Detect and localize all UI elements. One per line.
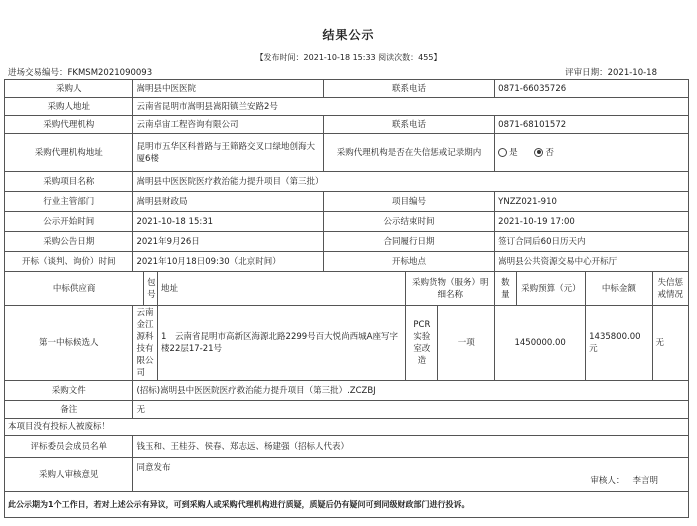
option-yes[interactable] <box>498 148 518 158</box>
agency-phone-label: 联系电话 <box>323 116 494 134</box>
candidate-address <box>158 306 406 381</box>
purchaser-label: 采购人 <box>5 80 133 98</box>
footer-notice: 此公示期为1个工作日，若对上述公示有异议，可到采购人或采购代理机构进行质疑，质疑后仍有疑问可到同级财政部门进行投诉。 <box>5 492 689 518</box>
row-footer <box>5 492 689 518</box>
files-label: 采购文件 <box>5 381 133 401</box>
end-time-value: 2021-10-19 17:00 <box>495 212 689 232</box>
row-committee <box>5 436 689 458</box>
agency-label: 采购代理机构 <box>5 116 133 134</box>
project-value: 嵩明县中医医院医疗救治能力提升项目（第三批） <box>133 172 689 192</box>
blacklist-question: 采购代理机构是否在失信惩戒记录期内 <box>323 134 494 172</box>
bid-open-location-value: 嵩明县公共资源交易中心开标厅 <box>495 252 689 272</box>
candidate-discredit: 无 <box>652 306 689 381</box>
option-no-label: 否 <box>545 147 554 158</box>
start-time-value: 2021-10-18 15:31 <box>133 212 324 232</box>
table-row <box>5 306 689 381</box>
row-purchaser <box>5 80 689 98</box>
candidate-address-text: 云南省昆明市高新区海源北路2299号百大悦尚西城A座写字楼22层17-21号 <box>161 332 398 354</box>
review-opinion: 同意发布 <box>136 463 171 473</box>
announce-date-label: 采购公告日期 <box>5 232 133 252</box>
radio-no-icon[interactable] <box>534 148 543 157</box>
header-qty: 数量 <box>495 272 516 306</box>
review-date: 评审日期：2021-10-18 <box>565 68 657 78</box>
header-lot: 包号 <box>144 272 158 306</box>
row-publicity <box>5 212 689 232</box>
header-budget: 采购预算（元） <box>516 272 586 306</box>
row-bid-opening <box>5 252 689 272</box>
radio-yes-icon[interactable] <box>498 148 507 157</box>
dept-value: 嵩明县财政局 <box>133 192 324 212</box>
purchaser-phone-label: 联系电话 <box>323 80 494 98</box>
review-label: 采购人审核意见 <box>5 458 133 492</box>
option-yes-label: 是 <box>509 147 518 158</box>
agency-value: 云南卓宙工程咨询有限公司 <box>133 116 324 134</box>
contract-date-value: 签订合同后60日历天内 <box>495 232 689 252</box>
committee-label: 评标委员会成员名单 <box>5 436 133 458</box>
header-address: 地址 <box>158 272 406 306</box>
row-agency <box>5 116 689 134</box>
agency-phone-value: 0871-68101572 <box>495 116 689 134</box>
header-goods: 采购货物（服务）明细名称 <box>406 272 495 306</box>
row-remarks <box>5 401 689 419</box>
header-supplier: 中标供应商 <box>5 272 144 306</box>
row-announce <box>5 232 689 252</box>
blacklist-options <box>495 134 689 172</box>
row-project <box>5 172 689 192</box>
page-title: 结果公示 <box>322 28 375 42</box>
objection-notice: 本项目没有投标人被废标！ <box>5 419 689 436</box>
bid-open-time-value: 2021年10月18日09:30（北京时间） <box>133 252 324 272</box>
candidate-budget: 1450000.00 <box>495 306 586 381</box>
committee-value: 钱玉和、王桂芬、侯春、郑志远、杨建强（招标人代表） <box>133 436 689 458</box>
project-label: 采购项目名称 <box>5 172 133 192</box>
purchaser-address-label: 采购人地址 <box>5 98 133 116</box>
start-time-label: 公示开始时间 <box>5 212 133 232</box>
files-link[interactable]: (招标)嵩明县中医医院医疗救治能力提升项目（第三批）.ZCZBJ <box>133 381 689 401</box>
end-time-label: 公示结束时间 <box>323 212 494 232</box>
remarks-label: 备注 <box>5 401 133 419</box>
header-discredit: 失信惩戒情况 <box>652 272 689 306</box>
bid-open-location-label: 开标地点 <box>323 252 494 272</box>
project-number-value: YNZZ021-910 <box>495 192 689 212</box>
dept-label: 行业主管部门 <box>5 192 133 212</box>
candidate-amount: 1435800.00元 <box>586 306 652 381</box>
announce-date-value: 2021年9月26日 <box>133 232 324 252</box>
result-table <box>4 79 689 518</box>
candidate-goods: PCR实验室改造 <box>406 306 438 381</box>
supplier-header-row <box>5 272 689 306</box>
purchaser-address-value: 云南省昆明市嵩明县嵩阳镇兰安路2号 <box>133 98 689 116</box>
row-files <box>5 381 689 401</box>
publish-meta: 【发布时间：2021-10-18 15:33 阅读次数：455】 <box>255 53 442 62</box>
contract-date-label: 合同履行日期 <box>323 232 494 252</box>
agency-address-label: 采购代理机构地址 <box>5 134 133 172</box>
candidate-qty: 一项 <box>438 306 495 381</box>
row-agency-address <box>5 134 689 172</box>
agency-address-value: 昆明市五华区科普路与王筛路交叉口绿地创海大厦6楼 <box>133 134 324 172</box>
row-objection <box>5 419 689 436</box>
trade-ref-number: 进场交易编号：FKMSM2021090093 <box>8 68 153 78</box>
candidate-rank: 第一中标候选人 <box>5 306 133 381</box>
purchaser-value: 嵩明县中医医院 <box>133 80 324 98</box>
bid-open-time-label: 开标（谈判、询价）时间 <box>5 252 133 272</box>
review-cell <box>133 458 689 492</box>
project-number-label: 项目编号 <box>323 192 494 212</box>
row-purchaser-address <box>5 98 689 116</box>
option-no[interactable] <box>534 148 554 158</box>
reviewer: 审核人： 李言明 <box>590 476 658 486</box>
row-dept <box>5 192 689 212</box>
purchaser-phone-value: 0871-66035726 <box>495 80 689 98</box>
remarks-value: 无 <box>133 401 689 419</box>
candidate-lot: 1 <box>161 332 167 342</box>
candidate-supplier: 云南金江源科技有限公司 <box>133 306 158 381</box>
row-review <box>5 458 689 492</box>
header-amount: 中标金额 <box>586 272 652 306</box>
